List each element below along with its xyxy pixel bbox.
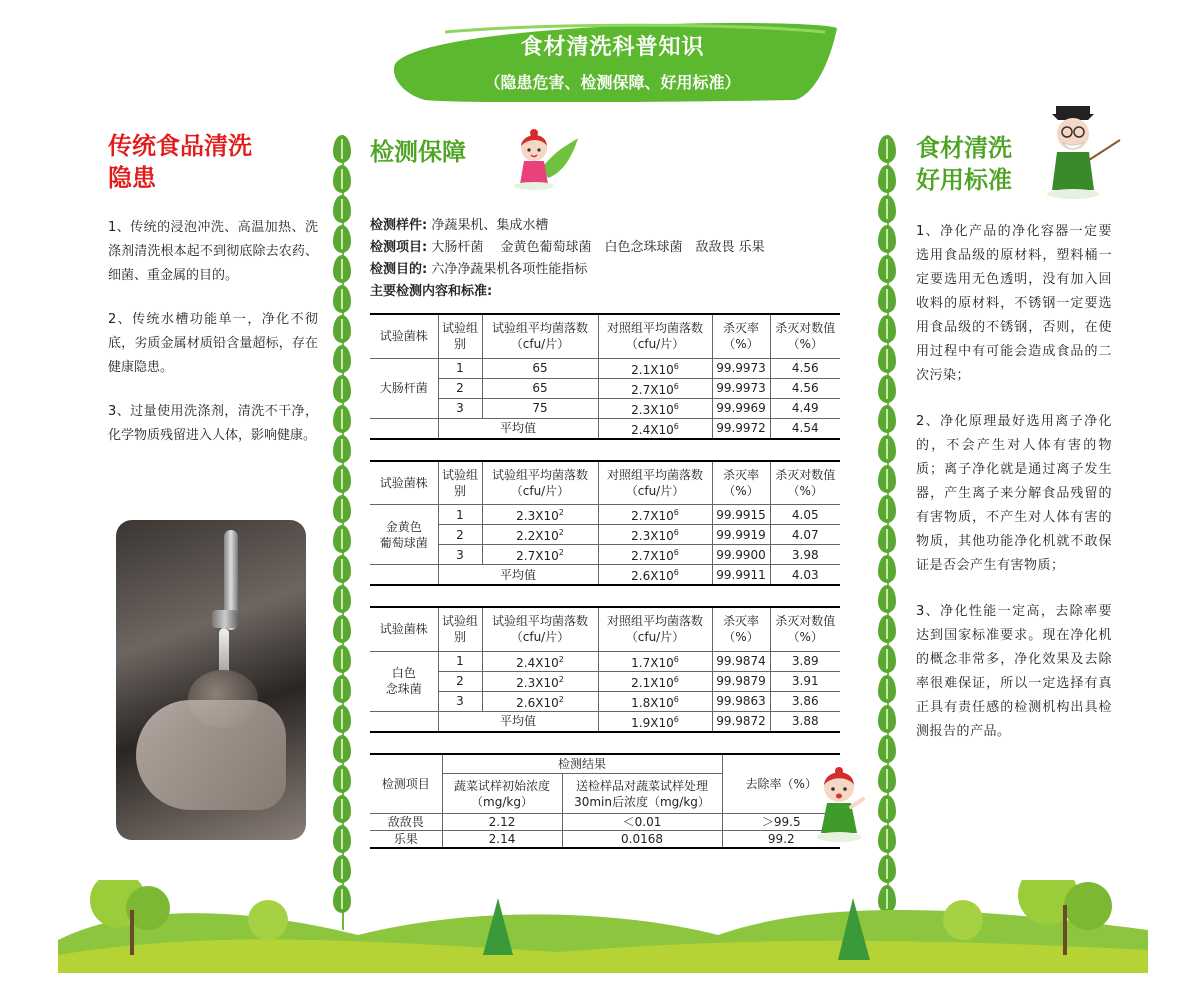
leaf-icon [333,435,351,463]
cell-log: 4.49 [770,398,840,418]
leaf-icon [333,795,351,823]
cell-initial: 2.12 [442,814,562,831]
right-heading-line1: 食材清洗 [916,134,1012,162]
cell-log: 4.07 [770,525,840,545]
leaf-icon [333,255,351,283]
cell-log: 3.86 [770,691,840,711]
leaf-icon [333,675,351,703]
cell-pesticide-name: 敌敌畏 [370,814,442,831]
th-kill-log: 杀灭对数值（%） [770,461,840,505]
leaf-icon [878,495,896,523]
leaf-icon [333,855,351,883]
leaf-icon [878,405,896,433]
cell-log-avg: 4.03 [770,565,840,586]
leaf-icon [333,225,351,253]
left-paragraph-1: 1、传统的浸泡冲洗、高温加热、洗涤剂清洗根本起不到彻底除去农药、细菌、重金属的目的。 [108,220,318,283]
leaf-icon [878,645,896,673]
cell-log-avg: 3.88 [770,711,840,732]
hand-shape [136,700,286,810]
middle-column [370,132,845,849]
leaf-icon [878,285,896,313]
th-ctrl-avg: 对照组平均菌落数（cfu/片） [598,607,712,651]
cell-test: $2.6X10^2$ [482,691,598,711]
cell-rate-avg: 99.9911 [712,565,770,586]
th-test-avg: 试验组平均菌落数（cfu/片） [482,314,598,358]
th-strain: 试验菌株 [370,607,438,651]
right-paragraph-1: 1、净化产品的净化容器一定要选用食品级的原材料，塑料桶一定要选用无色透明，没有加入回收料的原材料，不锈钢一定要选用食品级的不锈钢，否则，在使用过程中有可能会造成食品的二次污染； [916,224,1112,383]
cell-rate: 99.9879 [712,671,770,691]
left-heading-line2: 隐患 [108,164,156,192]
leaf-icon [878,765,896,793]
cell-ctrl: $2.3X10^6$ [598,525,712,545]
cell-test: $2.3X10^2$ [482,671,598,691]
leaf-icon [878,225,896,253]
strain-ecoli: 大肠杆菌 [370,358,438,418]
th-kill-log: 杀灭对数值（%） [770,607,840,651]
middle-heading: 检测保障 [370,138,466,166]
header-banner [385,22,840,102]
left-heading [108,130,318,194]
test-info [370,215,845,303]
pesticide-table [370,753,840,850]
cell-group: 2 [438,525,482,545]
leaf-icon [878,465,896,493]
cell-ctrl-avg: $1.9X10^6$ [598,711,712,732]
cell-average-label: 平均值 [438,565,598,586]
right-paragraph-2: 2、净化原理最好选用离子净化的，不会产生对人体有害的物质；离子净化就是通过离子发生器，产生离子来分解食品残留的有害物质，不产生对人体有害的物质，其他功能净化机就不敢保证是否会产生有害物质； [916,414,1112,573]
leaf-icon [333,765,351,793]
candida-table [370,606,840,733]
sample-value: 净蔬果机、集成水槽 [427,218,549,233]
leaf-icon [878,255,896,283]
right-paragraph-3: 3、净化性能一定高，去除率要达到国家标准要求。现在净化机的概念非常多，净化效果及去除率很难保证，所以一定选择有真正具有责任感的检测机构出具检测报告的产品。 [916,604,1112,739]
cell-log: 4.56 [770,358,840,378]
leaf-icon [333,825,351,853]
cell-group: 1 [438,651,482,671]
cell-test: 75 [482,398,598,418]
cell-ctrl: $1.8X10^6$ [598,691,712,711]
ecoli-table [370,313,840,440]
cell-rate-avg: 99.9872 [712,711,770,732]
cell-initial: 2.14 [442,831,562,849]
cartoon-girl-icon [512,128,578,190]
cell-test: $2.3X10^2$ [482,505,598,525]
th-kill-rate: 杀灭率（%） [712,314,770,358]
leaf-icon [878,165,896,193]
cell-rate-avg: 99.9972 [712,418,770,439]
leaf-icon [878,855,896,883]
leaf-icon [333,705,351,733]
leaf-icon [878,615,896,643]
cell-test: 65 [482,358,598,378]
items-label: 检测项目: [370,240,428,255]
th-test-avg: 试验组平均菌落数（cfu/片） [482,461,598,505]
washing-vegetables-photo [116,520,306,840]
cell-rate: 99.9915 [712,505,770,525]
th-item: 检测项目 [370,754,442,814]
th-kill-log: 杀灭对数值（%） [770,314,840,358]
cell-log: 4.56 [770,378,840,398]
cell-rate: 99.9900 [712,545,770,565]
items-line [370,237,845,259]
cell-average-label: 平均值 [438,711,598,732]
leaf-icon [333,195,351,223]
left-paragraph-3: 3、过量使用洗涤剂，清洗不干净，化学物质残留进入人体，影响健康。 [108,404,318,443]
cell-rate: 99.9874 [712,651,770,671]
banner-subtitle: （隐患危害、检测保障、好用标准） [484,73,741,92]
strain-staph: 金黄色 葡萄球菌 [370,505,438,565]
cell-log: 3.98 [770,545,840,565]
cell-rate: 99.9973 [712,358,770,378]
left-leaf-vine [333,135,353,930]
cell-group: 2 [438,378,482,398]
leaf-icon [333,495,351,523]
cell-ctrl: $1.7X10^6$ [598,651,712,671]
th-initial: 蔬菜试样初始浓度（mg/kg） [442,774,562,814]
cell-ctrl: $2.7X10^6$ [598,505,712,525]
cell-average-label: 平均值 [438,418,598,439]
leaf-icon [878,585,896,613]
cell-rate: 99.9863 [712,691,770,711]
leaf-icon [878,735,896,763]
leaf-icon [878,195,896,223]
th-strain: 试验菌株 [370,461,438,505]
th-result: 检测结果 [442,754,722,774]
leaf-icon [878,315,896,343]
leaf-icon [333,165,351,193]
cell-group: 3 [438,545,482,565]
leaf-icon [333,555,351,583]
leaf-icon [878,675,896,703]
right-heading-line2: 好用标准 [916,166,1012,194]
leaf-icon [878,375,896,403]
cartoon-teacher-icon [1042,100,1122,200]
cell-log: 3.91 [770,671,840,691]
cell-group: 2 [438,671,482,691]
cell-ctrl: $2.1X10^6$ [598,671,712,691]
staph-table [370,460,840,587]
leaf-icon [333,405,351,433]
leaf-icon [878,135,896,163]
th-group: 试验组别 [438,607,482,651]
leaf-icon [878,345,896,373]
purpose-line [370,259,845,281]
purpose-value: 六净净蔬果机各项性能指标 [427,262,588,277]
leaf-icon [333,135,351,163]
cell-removal: ＞99.5 [722,814,840,831]
banner-title: 食材清洗科普知识 [520,35,705,60]
leaf-icon [878,795,896,823]
cell-ctrl-avg: $2.6X10^6$ [598,565,712,586]
leaf-icon [333,375,351,403]
th-after: 送检样品对蔬菜试样处理30min后浓度（mg/kg） [562,774,722,814]
main-content-line [370,281,845,303]
cell-removal: 99.2 [722,831,840,849]
cell-log: 4.05 [770,505,840,525]
cell-ctrl-avg: $2.4X10^6$ [598,418,712,439]
cell-log: 3.89 [770,651,840,671]
right-column [916,132,1112,744]
leaf-icon [878,705,896,733]
left-paragraph-2: 2、传统水槽功能单一，净化不彻底，劣质金属材质铅含量超标，存在健康隐患。 [108,312,318,375]
leaf-icon [333,735,351,763]
cell-ctrl: $2.1X10^6$ [598,358,712,378]
th-test-avg: 试验组平均菌落数（cfu/片） [482,607,598,651]
cell-test: $2.2X10^2$ [482,525,598,545]
leaf-icon [333,465,351,493]
leaf-icon [878,525,896,553]
cell-log-avg: 4.54 [770,418,840,439]
cell-test: $2.4X10^2$ [482,651,598,671]
cell-ctrl: $2.3X10^6$ [598,398,712,418]
cell-group: 3 [438,398,482,418]
purpose-label: 检测目的: [370,262,428,277]
cell-rate: 99.9973 [712,378,770,398]
leaf-icon [333,285,351,313]
cartoon-girl-pointing-icon [815,765,865,845]
th-removal: 去除率（%） [722,754,840,814]
th-ctrl-avg: 对照组平均菌落数（cfu/片） [598,314,712,358]
strain-candida: 白色 念珠菌 [370,651,438,711]
leaf-icon [333,525,351,553]
faucet-spout-shape [212,610,238,628]
cell-after: 0.0168 [562,831,722,849]
cell-group: 3 [438,691,482,711]
leaf-icon [333,315,351,343]
cell-ctrl: $2.7X10^6$ [598,545,712,565]
main-content-label: 主要检测内容和标准: [370,284,493,299]
cell-test: $2.7X10^2$ [482,545,598,565]
th-group: 试验组别 [438,461,482,505]
cell-ctrl: $2.7X10^6$ [598,378,712,398]
leaf-icon [333,345,351,373]
cell-test: 65 [482,378,598,398]
left-heading-line1: 传统食品清洗 [108,132,252,160]
th-ctrl-avg: 对照组平均菌落数（cfu/片） [598,461,712,505]
cell-group: 1 [438,505,482,525]
leaf-icon [878,825,896,853]
cell-group: 1 [438,358,482,378]
cell-after: ＜0.01 [562,814,722,831]
sample-label: 检测样件: [370,218,428,233]
th-kill-rate: 杀灭率（%） [712,461,770,505]
items-value: 大肠杆菌 金黄色葡萄球菌 白色念珠球菌 敌敌畏 乐果 [427,240,765,255]
leaf-icon [878,555,896,583]
th-kill-rate: 杀灭率（%） [712,607,770,651]
landscape-illustration [58,880,1148,973]
th-group: 试验组别 [438,314,482,358]
cell-rate: 99.9919 [712,525,770,545]
leaf-icon [333,585,351,613]
cell-rate: 99.9969 [712,398,770,418]
sample-line [370,215,845,237]
left-column [108,130,318,448]
leaf-icon [878,435,896,463]
right-leaf-vine [878,135,898,930]
leaf-icon [333,645,351,673]
cell-pesticide-name: 乐果 [370,831,442,849]
th-strain: 试验菌株 [370,314,438,358]
leaf-icon [333,615,351,643]
